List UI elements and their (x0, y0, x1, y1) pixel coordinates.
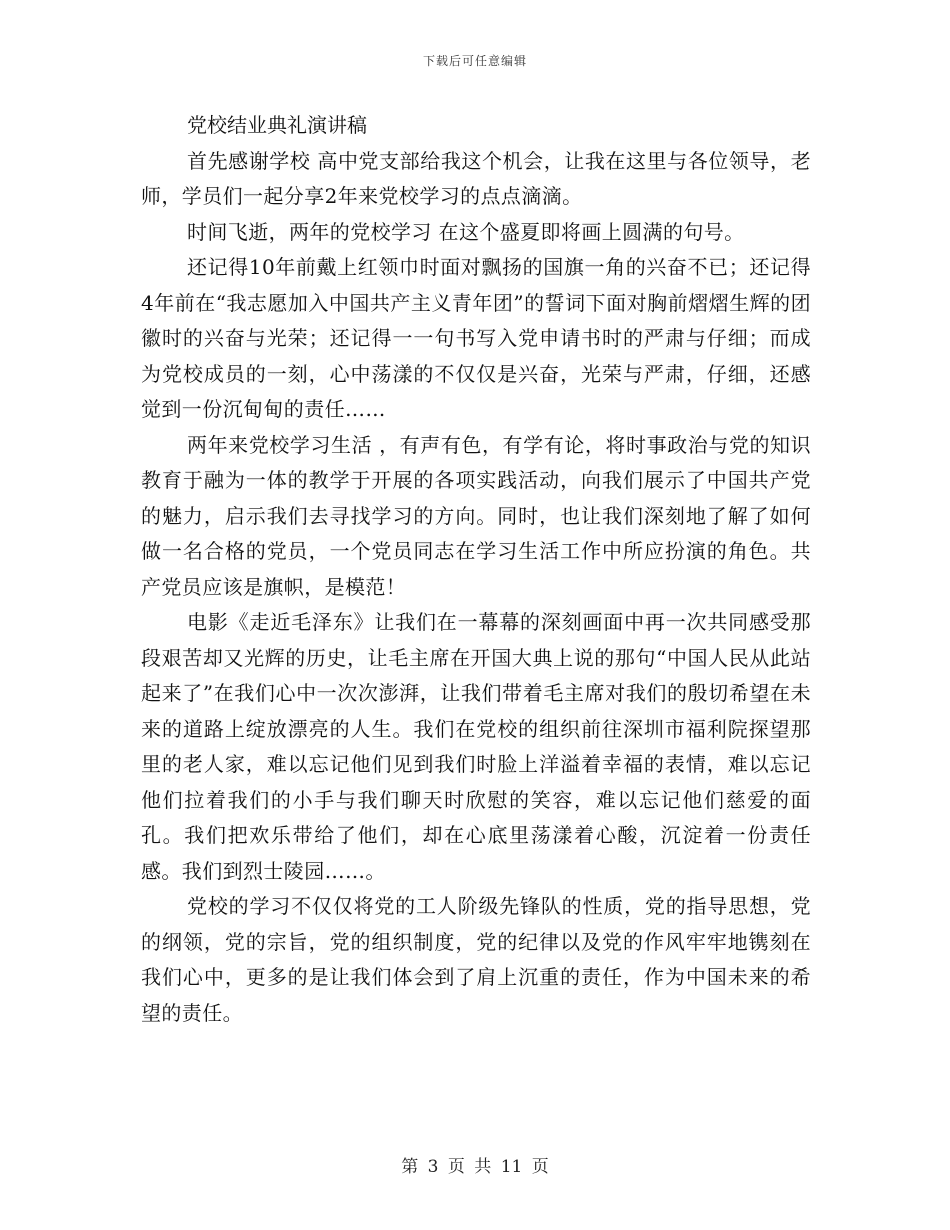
paragraph: 党校的学习不仅仅将党的工人阶级先锋队的性质，党的指导思想，党的纲领，党的宗旨，党的组织制度，党的纪律以及党的作风牢牢地镌刻在我们心中，更多的是让我们体会到了肩上沉重的责任，作为中国未来的希望的责任。 (141, 894, 811, 1025)
paragraph: 电影《走近毛泽东》让我们在一幕幕的深刻画面中再一次共同感受那段艰苦却又光辉的历史，让毛主席在开国大典上说的那句“中国人民从此站起来了”在我们心中一次次澎湃，让我们带着毛主席对我们的殷切希望在未来的道路上绽放漂亮的人生。我们在党校的组织前往深圳市福利院探望那里的老人家，难以忘记他们见到我们时脸上洋溢着幸福的表情，难以忘记他们拉着我们的小手与我们聊天时欣慰的笑容，难以忘记他们慈爱的面孔。我们把欢乐带给了他们，却在心底里荡漾着心酸，沉淀着一份责任感。我们到烈士陵园……。 (141, 610, 811, 883)
page-number: 第 3 页 共 11 页 (401, 1157, 549, 1177)
paragraph: 首先感谢学校 高中党支部给我这个机会，让我在这里与各位领导，老师，学员们一起分享2年来党校学习的点点滴滴。 (141, 148, 811, 208)
document-body (141, 108, 811, 1031)
paragraph: 还记得10年前戴上红领巾时面对飘扬的国旗一角的兴奋不已；还记得4年前在“我志愿加入中国共产主义青年团”的誓词下面对胸前熠熠生辉的团徽时的兴奋与光荣；还记得一一句书写入党申请书时的严肃与仔细；而成为党校成员的一刻，心中荡漾的不仅仅是兴奋，光荣与严肃，仔细，还感觉到一份沉甸甸的责任…… (141, 255, 811, 421)
header-note: 下载后可任意编辑 (422, 54, 527, 68)
paragraph: 时间飞逝，两年的党校学习 在这个盛夏即将画上圆满的句号。 (187, 219, 745, 244)
paragraph: 两年来党校学习生活 ，有声有色，有学有论，将时事政治与党的知识教育于融为一体的教学于开展的各项实践活动，向我们展示了中国共产党的魅力，启示我们去寻找学习的方向。同时，也让我们深刻地了解了如何做一名合格的党员，一个党员同志在学习生活工作中所应扮演的角色。共产党员应该是旗帜，是模范！ (141, 432, 811, 599)
document-title: 党校结业典礼演讲稿 (187, 113, 367, 137)
